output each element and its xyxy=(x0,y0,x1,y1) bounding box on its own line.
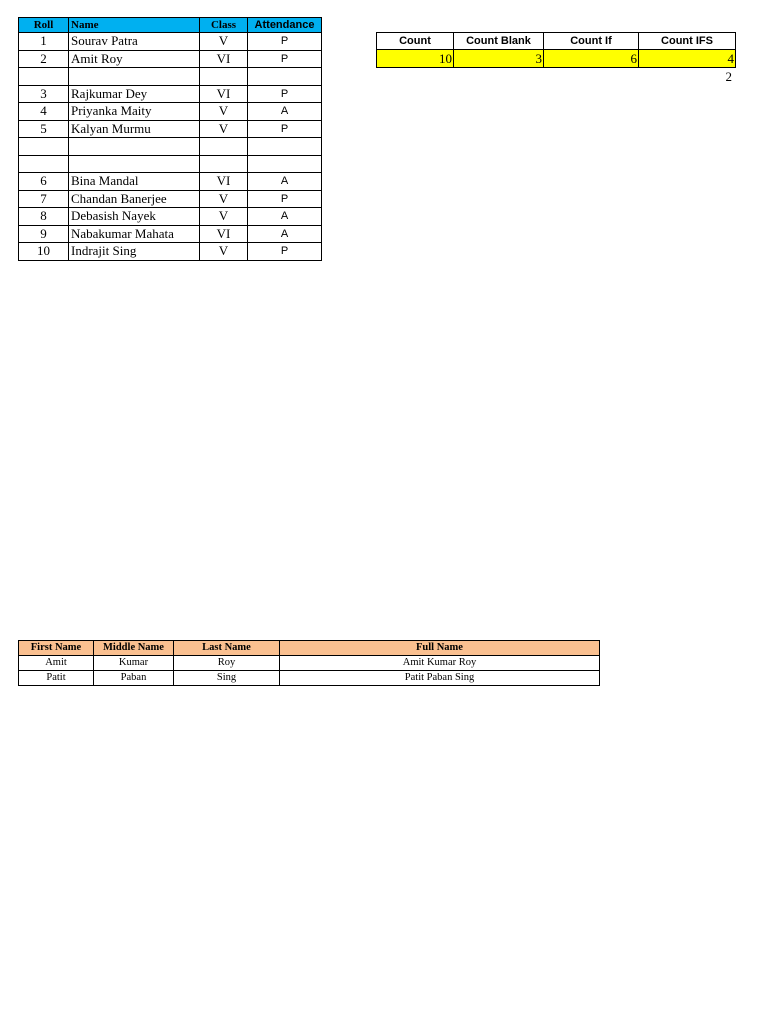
cell-name[interactable]: Nabakumar Mahata xyxy=(69,225,200,243)
student-row xyxy=(19,173,322,191)
student-row xyxy=(19,225,322,243)
header-full-name[interactable]: Full Name xyxy=(280,641,600,656)
student-row xyxy=(19,243,322,261)
cell-class[interactable] xyxy=(200,155,248,173)
cell-class[interactable]: V xyxy=(200,243,248,261)
cell-class[interactable]: V xyxy=(200,190,248,208)
header-attendance[interactable]: Attendance xyxy=(248,18,322,33)
cell-attendance[interactable] xyxy=(248,155,322,173)
cell-attendance[interactable] xyxy=(248,68,322,86)
cell-class[interactable]: VI xyxy=(200,50,248,68)
names-table xyxy=(18,640,600,686)
cell-roll[interactable]: 6 xyxy=(19,173,69,191)
cell-name[interactable]: Amit Roy xyxy=(69,50,200,68)
cell-roll[interactable]: 9 xyxy=(19,225,69,243)
counts-header-row xyxy=(377,33,736,50)
student-row xyxy=(19,208,322,226)
cell-middle-name[interactable]: Paban xyxy=(94,671,174,686)
cell-name[interactable] xyxy=(69,138,200,156)
cell-name[interactable] xyxy=(69,155,200,173)
cell-name[interactable]: Chandan Banerjee xyxy=(69,190,200,208)
cell-middle-name[interactable]: Kumar xyxy=(94,656,174,671)
cell-full-name[interactable]: Amit Kumar Roy xyxy=(280,656,600,671)
cell-attendance[interactable]: P xyxy=(248,120,322,138)
counts-value-row xyxy=(377,50,736,68)
cell-first-name[interactable]: Amit xyxy=(19,656,94,671)
cell-roll[interactable] xyxy=(19,155,69,173)
cell-name[interactable]: Indrajit Sing xyxy=(69,243,200,261)
cell-full-name[interactable]: Patit Paban Sing xyxy=(280,671,600,686)
value-count-ifs[interactable]: 4 xyxy=(639,50,736,68)
student-row xyxy=(19,85,322,103)
cell-roll[interactable]: 1 xyxy=(19,33,69,51)
cell-roll[interactable]: 5 xyxy=(19,120,69,138)
student-row xyxy=(19,190,322,208)
header-count-ifs[interactable]: Count IFS xyxy=(639,33,736,50)
cell-roll[interactable] xyxy=(19,138,69,156)
cell-class[interactable]: VI xyxy=(200,225,248,243)
students-header-row xyxy=(19,18,322,33)
header-middle-name[interactable]: Middle Name xyxy=(94,641,174,656)
student-row xyxy=(19,103,322,121)
header-count-if[interactable]: Count If xyxy=(544,33,639,50)
cell-attendance[interactable]: P xyxy=(248,50,322,68)
header-roll[interactable]: Roll xyxy=(19,18,69,33)
cell-name[interactable]: Kalyan Murmu xyxy=(69,120,200,138)
student-row xyxy=(19,155,322,173)
student-row xyxy=(19,120,322,138)
name-row xyxy=(19,671,600,686)
value-count-if[interactable]: 6 xyxy=(544,50,639,68)
student-row xyxy=(19,138,322,156)
cell-attendance[interactable]: A xyxy=(248,208,322,226)
cell-attendance[interactable]: A xyxy=(248,173,322,191)
cell-attendance[interactable]: P xyxy=(248,243,322,261)
value-count[interactable]: 10 xyxy=(377,50,454,68)
cell-name[interactable]: Sourav Patra xyxy=(69,33,200,51)
cell-class[interactable]: VI xyxy=(200,173,248,191)
cell-roll[interactable]: 3 xyxy=(19,85,69,103)
cell-class[interactable] xyxy=(200,138,248,156)
cell-roll[interactable] xyxy=(19,68,69,86)
header-last-name[interactable]: Last Name xyxy=(174,641,280,656)
header-first-name[interactable]: First Name xyxy=(19,641,94,656)
cell-name[interactable]: Debasish Nayek xyxy=(69,208,200,226)
cell-attendance[interactable] xyxy=(248,138,322,156)
student-row xyxy=(19,33,322,51)
cell-roll[interactable]: 4 xyxy=(19,103,69,121)
header-count-blank[interactable]: Count Blank xyxy=(454,33,544,50)
cell-class[interactable]: V xyxy=(200,120,248,138)
value-count-blank[interactable]: 3 xyxy=(454,50,544,68)
cell-last-name[interactable]: Sing xyxy=(174,671,280,686)
student-row xyxy=(19,50,322,68)
cell-class[interactable]: V xyxy=(200,103,248,121)
cell-attendance[interactable]: P xyxy=(248,33,322,51)
header-name[interactable]: Name xyxy=(69,18,200,33)
counts-table xyxy=(376,32,736,68)
header-count[interactable]: Count xyxy=(377,33,454,50)
header-class[interactable]: Class xyxy=(200,18,248,33)
cell-last-name[interactable]: Roy xyxy=(174,656,280,671)
cell-roll[interactable]: 2 xyxy=(19,50,69,68)
extra-value-cell[interactable]: 2 xyxy=(725,69,732,84)
cell-name[interactable]: Rajkumar Dey xyxy=(69,85,200,103)
cell-class[interactable] xyxy=(200,68,248,86)
cell-roll[interactable]: 8 xyxy=(19,208,69,226)
cell-roll[interactable]: 10 xyxy=(19,243,69,261)
cell-class[interactable]: V xyxy=(200,33,248,51)
cell-class[interactable]: VI xyxy=(200,85,248,103)
cell-name[interactable]: Priyanka Maity xyxy=(69,103,200,121)
names-header-row xyxy=(19,641,600,656)
cell-attendance[interactable]: A xyxy=(248,103,322,121)
students-table xyxy=(18,17,322,261)
cell-roll[interactable]: 7 xyxy=(19,190,69,208)
cell-attendance[interactable]: P xyxy=(248,190,322,208)
student-row xyxy=(19,68,322,86)
cell-name[interactable]: Bina Mandal xyxy=(69,173,200,191)
cell-attendance[interactable]: P xyxy=(248,85,322,103)
name-row xyxy=(19,656,600,671)
cell-class[interactable]: V xyxy=(200,208,248,226)
cell-name[interactable] xyxy=(69,68,200,86)
cell-attendance[interactable]: A xyxy=(248,225,322,243)
cell-first-name[interactable]: Patit xyxy=(19,671,94,686)
